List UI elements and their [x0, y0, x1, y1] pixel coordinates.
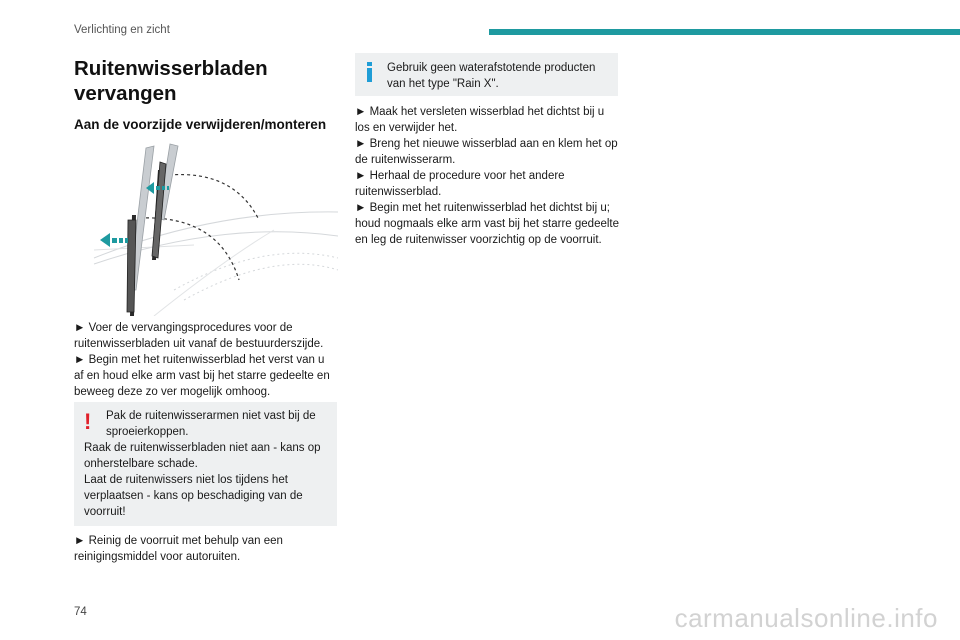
step-item — [355, 200, 623, 248]
step-line: beweeg deze zo ver mogelijk omhoog. — [74, 386, 271, 398]
wiper-illustration — [74, 140, 338, 316]
warning-line: sproeierkoppen. — [106, 426, 189, 438]
section-subtitle: Aan de voorzijde verwijderen/monteren — [74, 117, 327, 132]
step-line: ► Herhaal de procedure voor het andere — [355, 170, 565, 182]
warning-line: Laat de ruitenwissers niet los tijdens het — [84, 474, 288, 486]
step-item — [74, 320, 339, 352]
step-line: ► Reinig de voorruit met behulp van een — [74, 535, 283, 547]
section-header: Verlichting en zicht — [74, 24, 170, 36]
step-line: ► Begin met het ruitenwisserblad het dichtst bij u; — [355, 202, 610, 214]
header-accent-bar — [489, 29, 960, 35]
step-item — [355, 104, 623, 136]
left-final-step — [74, 533, 339, 565]
right-steps — [355, 104, 623, 248]
info-line: van het type "Rain X". — [387, 78, 499, 90]
title-line: vervangen — [74, 82, 177, 105]
step-item — [355, 136, 623, 168]
info-icon — [367, 62, 373, 82]
step-item — [74, 352, 339, 400]
exclamation-icon: ! — [84, 409, 92, 434]
step-item — [355, 168, 623, 200]
step-line: houd nogmaals elke arm vast bij het starre gedeelte — [355, 218, 620, 230]
step-line: ► Maak het versleten wisserblad het dichtst bij u — [355, 106, 605, 118]
step-line: ► Breng het nieuwe wisserblad aan en klem het op — [355, 138, 618, 150]
warning-box — [74, 402, 337, 526]
step-line: ► Voer de vervangingsprocedures voor de — [74, 322, 293, 334]
warning-line: Pak de ruitenwisserarmen niet vast bij de — [106, 410, 316, 422]
warning-line: verplaatsen - kans op beschadiging van de — [84, 490, 303, 502]
step-line: los en verwijder het. — [355, 122, 458, 134]
warning-line: voorruit! — [84, 506, 126, 518]
warning-line: onherstelbare schade. — [84, 458, 198, 470]
step-line: af en houd elke arm vast bij het starre gedeelte en — [74, 370, 330, 382]
left-steps — [74, 320, 339, 400]
page-number: 74 — [74, 606, 87, 618]
info-line: Gebruik geen waterafstotende producten — [387, 62, 596, 74]
step-line: de ruitenwisserarm. — [355, 154, 456, 166]
title-line: Ruitenwisserbladen — [74, 57, 268, 80]
info-box — [355, 53, 618, 96]
step-line: ruitenwisserbladen uit vanaf de bestuurderszijde. — [74, 338, 324, 350]
page-title — [74, 56, 334, 106]
watermark: carmanualsonline.info — [674, 603, 938, 633]
step-line: reinigingsmiddel voor autoruiten. — [74, 551, 241, 563]
step-line: ► Begin met het ruitenwisserblad het verst van u — [74, 354, 325, 366]
step-line: ruitenwisserblad. — [355, 186, 442, 198]
step-line: en leg de ruitenwisser voorzichtig op de voorruit. — [355, 234, 602, 246]
warning-line: Raak de ruitenwisserbladen niet aan - kans op — [84, 442, 321, 454]
